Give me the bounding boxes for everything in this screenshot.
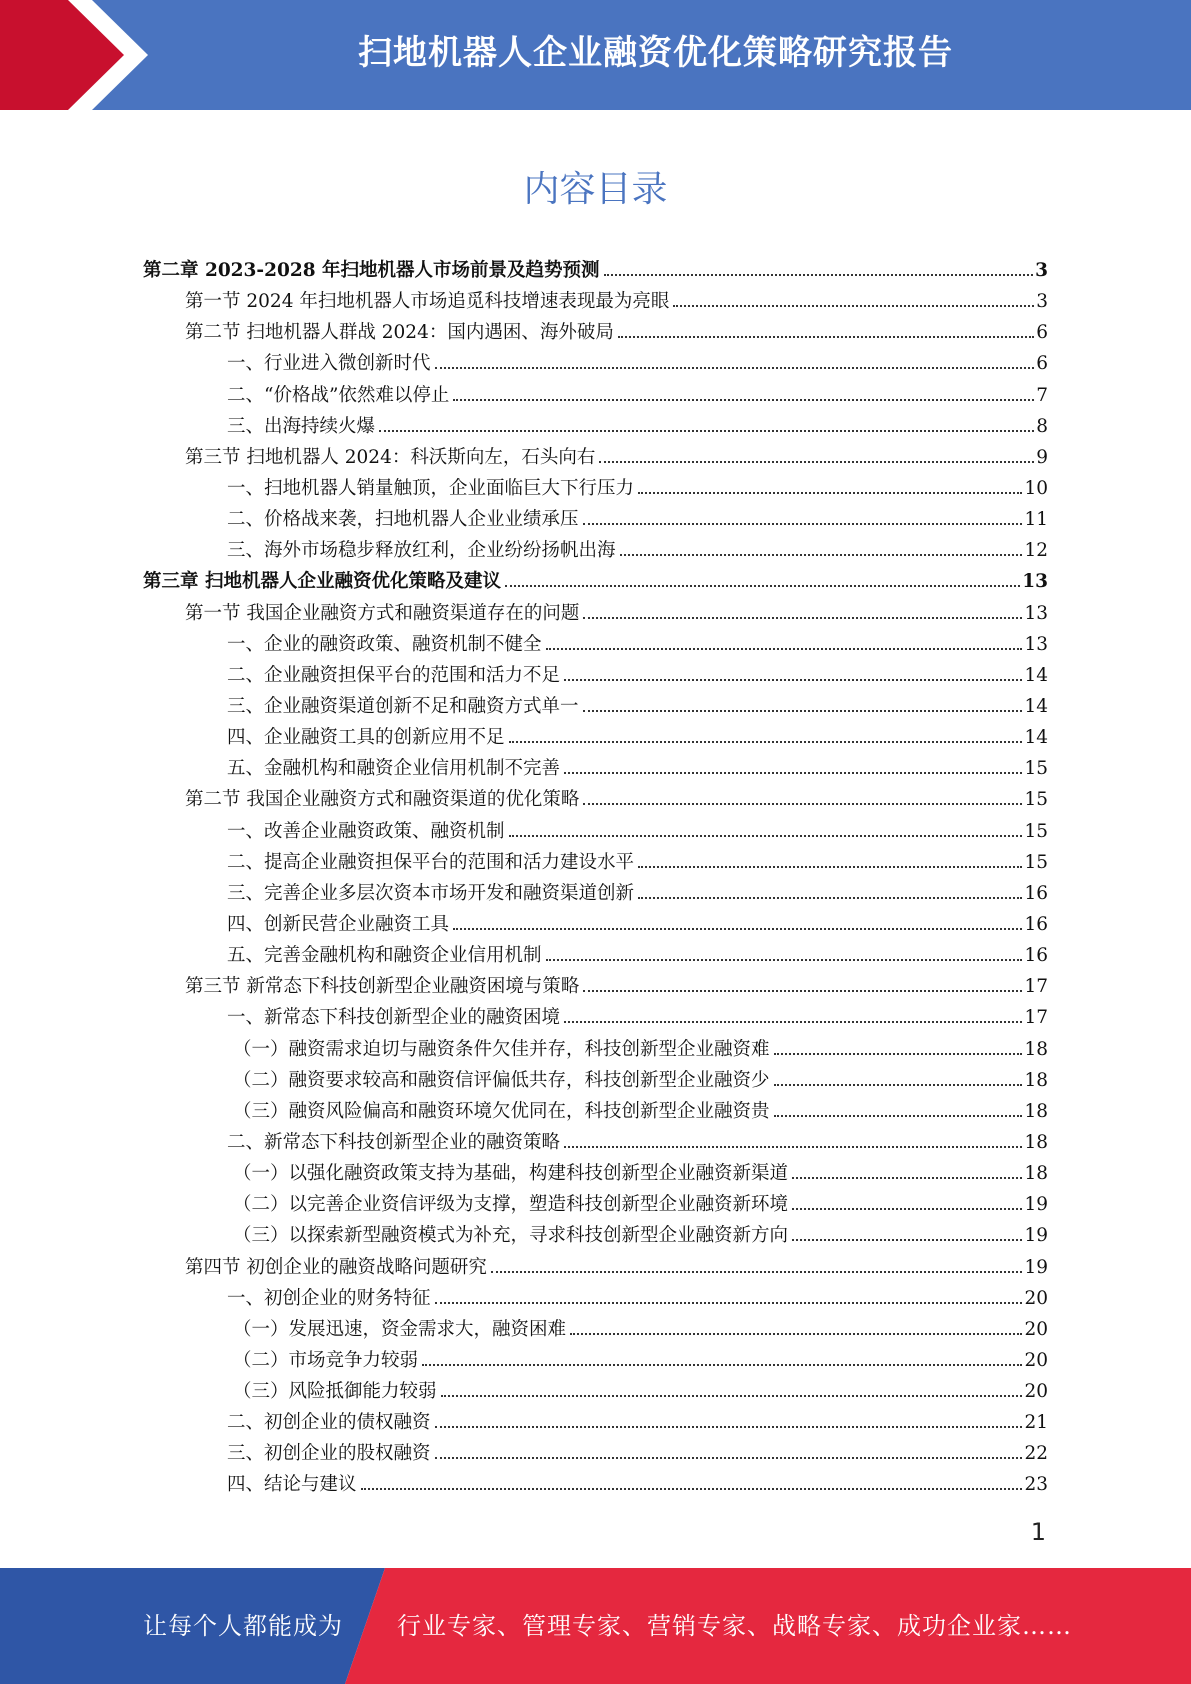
toc-dot-leader [435, 1302, 1023, 1304]
toc-entry-title: 五、完善金融机构和融资企业信用机制 [227, 945, 542, 967]
toc-dot-leader [564, 1146, 1022, 1148]
toc-entry-page-number: 3 [1035, 260, 1048, 281]
toc-entry-title: 三、海外市场稳步释放红利，企业纷纷扬帆出海 [227, 540, 616, 562]
toc-section-entry[interactable] [143, 317, 1048, 348]
toc-entry-page-number: 17 [1024, 1007, 1048, 1029]
toc-entry-title: （二）以完善企业资信评级为支撑，塑造科技创新型企业融资新环境 [233, 1194, 789, 1216]
toc-dot-leader [379, 430, 1034, 432]
toc-entry-page-number: 19 [1024, 1225, 1048, 1247]
toc-subsection-entry[interactable] [143, 753, 1048, 784]
toc-entry-title: 四、企业融资工具的创新应用不足 [227, 727, 505, 749]
toc-entry-page-number: 3 [1036, 291, 1048, 313]
toc-entry-title: 二、企业融资担保平台的范围和活力不足 [227, 664, 561, 686]
toc-dot-leader [583, 617, 1022, 619]
toc-entry-page-number: 12 [1024, 540, 1048, 562]
page-footer [0, 1568, 1191, 1684]
toc-dot-leader [564, 679, 1022, 681]
toc-dot-leader [673, 305, 1034, 307]
toc-subsection-entry[interactable] [143, 380, 1048, 411]
toc-subsection-entry[interactable] [143, 411, 1048, 442]
toc-section-entry[interactable] [143, 971, 1048, 1002]
toc-subsection-entry[interactable] [143, 1034, 1048, 1065]
toc-dot-leader [583, 710, 1023, 712]
toc-subsection-entry[interactable] [143, 722, 1048, 753]
toc-subsection-entry[interactable] [143, 878, 1048, 909]
toc-entry-page-number: 18 [1024, 1163, 1048, 1185]
toc-entry-page-number: 9 [1036, 446, 1048, 468]
toc-entry-title: 一、行业进入微创新时代 [227, 353, 431, 375]
toc-dot-leader [435, 1426, 1023, 1428]
toc-subsection-entry[interactable] [143, 847, 1048, 878]
footer-slogan-left: 让每个人都能成为 [143, 1612, 343, 1640]
footer-slogan-right: 行业专家、管理专家、营销专家、战略专家、成功企业家…… [397, 1612, 1072, 1640]
toc-dot-leader [638, 492, 1022, 494]
toc-entry-page-number: 18 [1024, 1069, 1048, 1091]
toc-chapter-entry[interactable] [143, 566, 1048, 597]
toc-dot-leader [564, 772, 1022, 774]
toc-dot-leader [505, 585, 1020, 587]
toc-subsection-entry[interactable] [143, 1096, 1048, 1127]
toc-entry-page-number: 8 [1036, 415, 1048, 437]
toc-entry-title: 一、企业的融资政策、融资机制不健全 [227, 633, 542, 655]
table-of-contents [143, 255, 1048, 1501]
toc-entry-title: 第三节 扫地机器人 2024：科沃斯向左，石头向右 [185, 446, 596, 468]
toc-dot-leader [792, 1239, 1022, 1241]
toc-subsection-entry[interactable] [143, 1158, 1048, 1189]
toc-entry-page-number: 15 [1024, 851, 1048, 873]
toc-dot-leader [453, 928, 1022, 930]
toc-dot-leader [546, 648, 1023, 650]
toc-dot-leader [509, 835, 1023, 837]
toc-dot-leader [361, 1488, 1023, 1490]
toc-dot-leader [774, 1053, 1023, 1055]
toc-entry-title: 二、初创企业的债权融资 [227, 1412, 431, 1434]
toc-entry-title: 第二节 我国企业融资方式和融资渠道的优化策略 [185, 789, 580, 811]
toc-entry-page-number: 19 [1024, 1194, 1048, 1216]
report-title: 扫地机器人企业融资优化策略研究报告 [358, 33, 953, 73]
toc-entry-title: 第三章 扫地机器人企业融资优化策略及建议 [143, 571, 501, 593]
toc-entry-page-number: 11 [1024, 509, 1048, 531]
toc-subsection-entry[interactable] [143, 504, 1048, 535]
toc-dot-leader [441, 1395, 1023, 1397]
toc-entry-title: 四、结论与建议 [227, 1474, 357, 1496]
page-header [0, 0, 1191, 110]
toc-entry-title: （三）以探索新型融资模式为补充，寻求科技创新型企业融资新方向 [233, 1225, 789, 1247]
toc-entry-page-number: 22 [1024, 1443, 1048, 1465]
toc-subsection-entry[interactable] [143, 1002, 1048, 1033]
toc-entry-page-number: 20 [1024, 1318, 1048, 1340]
toc-entry-title: （一）发展迅速，资金需求大，融资困难 [233, 1318, 567, 1340]
toc-entry-page-number: 16 [1024, 882, 1048, 904]
toc-subsection-entry[interactable] [143, 1220, 1048, 1251]
toc-entry-page-number: 18 [1024, 1038, 1048, 1060]
toc-dot-leader [583, 523, 1023, 525]
toc-entry-title: （三）融资风险偏高和融资环境欠优同在，科技创新型企业融资贵 [233, 1100, 770, 1122]
toc-dot-leader [792, 1177, 1022, 1179]
toc-entry-title: 第四节 初创企业的融资战略问题研究 [185, 1256, 487, 1278]
toc-entry-page-number: 18 [1024, 1100, 1048, 1122]
toc-dot-leader [583, 990, 1022, 992]
toc-dot-leader [638, 897, 1022, 899]
toc-subsection-entry[interactable] [143, 1376, 1048, 1407]
toc-entry-title: 一、新常态下科技创新型企业的融资困境 [227, 1007, 561, 1029]
toc-entry-page-number: 14 [1024, 727, 1048, 749]
toc-entry-page-number: 16 [1024, 913, 1048, 935]
toc-subsection-entry[interactable] [143, 1283, 1048, 1314]
toc-subsection-entry[interactable] [143, 1127, 1048, 1158]
toc-section-entry[interactable] [143, 598, 1048, 629]
toc-entry-page-number: 20 [1024, 1287, 1048, 1309]
toc-entry-title: （一）融资需求迫切与融资条件欠佳并存，科技创新型企业融资难 [233, 1038, 770, 1060]
toc-entry-page-number: 20 [1024, 1349, 1048, 1371]
toc-entry-page-number: 6 [1036, 353, 1048, 375]
toc-dot-leader [435, 367, 1035, 369]
toc-section-entry[interactable] [143, 1252, 1048, 1283]
toc-entry-title: 二、新常态下科技创新型企业的融资策略 [227, 1131, 561, 1153]
toc-entry-title: 第三节 新常态下科技创新型企业融资困境与策略 [185, 976, 580, 998]
toc-entry-page-number: 21 [1024, 1412, 1048, 1434]
toc-entry-title: 三、初创企业的股权融资 [227, 1443, 431, 1465]
toc-entry-page-number: 23 [1024, 1474, 1048, 1496]
toc-entry-title: 三、出海持续火爆 [227, 415, 376, 437]
toc-dot-leader [774, 1115, 1023, 1117]
toc-entry-title: 二、提高企业融资担保平台的范围和活力建设水平 [227, 851, 635, 873]
toc-subsection-entry[interactable] [143, 348, 1048, 379]
toc-entry-title: 第一节 我国企业融资方式和融资渠道存在的问题 [185, 602, 580, 624]
toc-entry-title: 一、初创企业的财务特征 [227, 1287, 431, 1309]
toc-dot-leader [435, 1457, 1023, 1459]
toc-entry-page-number: 19 [1024, 1256, 1048, 1278]
toc-dot-leader [422, 1364, 1022, 1366]
toc-dot-leader [599, 461, 1034, 463]
toc-entry-title: 二、价格战来袭，扫地机器人企业业绩承压 [227, 509, 579, 531]
toc-entry-title: （二）市场竞争力较弱 [233, 1349, 419, 1371]
toc-dot-leader [792, 1208, 1022, 1210]
toc-subsection-entry[interactable] [143, 816, 1048, 847]
toc-subsection-entry[interactable] [143, 691, 1048, 722]
toc-subsection-entry[interactable] [143, 1189, 1048, 1220]
toc-entry-title: 三、企业融资渠道创新不足和融资方式单一 [227, 695, 579, 717]
toc-entry-page-number: 14 [1024, 664, 1048, 686]
toc-entry-page-number: 16 [1024, 945, 1048, 967]
toc-subsection-entry[interactable] [143, 660, 1048, 691]
toc-entry-page-number: 20 [1024, 1381, 1048, 1403]
toc-dot-leader [638, 866, 1022, 868]
toc-dot-leader [564, 1021, 1022, 1023]
toc-entry-title: 三、完善企业多层次资本市场开发和融资渠道创新 [227, 882, 635, 904]
toc-entry-page-number: 7 [1036, 384, 1048, 406]
toc-chapter-entry[interactable] [143, 255, 1048, 286]
toc-dot-leader [509, 741, 1023, 743]
toc-subsection-entry[interactable] [143, 1065, 1048, 1096]
toc-entry-page-number: 17 [1024, 976, 1048, 998]
toc-dot-leader [618, 336, 1034, 338]
toc-entry-page-number: 15 [1024, 820, 1048, 842]
toc-subsection-entry[interactable] [143, 940, 1048, 971]
toc-entry-page-number: 15 [1024, 789, 1048, 811]
toc-subsection-entry[interactable] [143, 1469, 1048, 1500]
toc-subsection-entry[interactable] [143, 473, 1048, 504]
toc-subsection-entry[interactable] [143, 535, 1048, 566]
toc-subsection-entry[interactable] [143, 909, 1048, 940]
toc-entry-page-number: 13 [1024, 602, 1048, 624]
toc-entry-title: 第二章 2023-2028 年扫地机器人市场前景及趋势预测 [143, 260, 600, 281]
toc-dot-leader [491, 1271, 1023, 1273]
toc-entry-page-number: 13 [1022, 571, 1048, 593]
toc-subsection-entry[interactable] [143, 1438, 1048, 1469]
toc-entry-page-number: 10 [1024, 477, 1048, 499]
toc-entry-page-number: 13 [1024, 633, 1048, 655]
toc-entry-title: （一）以强化融资政策支持为基础，构建科技创新型企业融资新渠道 [233, 1163, 789, 1185]
toc-subsection-entry[interactable] [143, 1407, 1048, 1438]
toc-subsection-entry[interactable] [143, 1345, 1048, 1376]
toc-dot-leader [774, 1084, 1023, 1086]
toc-subsection-entry[interactable] [143, 629, 1048, 660]
toc-entry-page-number: 15 [1024, 758, 1048, 780]
toc-section-entry[interactable] [143, 286, 1048, 317]
toc-dot-leader [604, 274, 1034, 276]
toc-entry-title: （三）风险抵御能力较弱 [233, 1381, 437, 1403]
toc-section-entry[interactable] [143, 442, 1048, 473]
toc-entry-title: 一、扫地机器人销量触顶，企业面临巨大下行压力 [227, 477, 635, 499]
toc-entry-page-number: 18 [1024, 1131, 1048, 1153]
toc-dot-leader [570, 1333, 1022, 1335]
toc-dot-leader [453, 399, 1034, 401]
toc-heading: 内容目录 [523, 169, 668, 210]
toc-entry-page-number: 6 [1036, 322, 1048, 344]
toc-entry-title: 五、金融机构和融资企业信用机制不完善 [227, 758, 561, 780]
toc-entry-title: 四、创新民营企业融资工具 [227, 913, 450, 935]
toc-dot-leader [583, 803, 1022, 805]
page-number: 1 [1030, 1518, 1046, 1546]
toc-entry-title: 二、“价格战”依然难以停止 [227, 384, 450, 406]
toc-dot-leader [546, 959, 1023, 961]
toc-entry-title: （二）融资要求较高和融资信评偏低共存，科技创新型企业融资少 [233, 1069, 770, 1091]
toc-entry-title: 第一节 2024 年扫地机器人市场追觅科技增速表现最为亮眼 [185, 291, 670, 313]
header-chevron-decoration [0, 0, 170, 110]
toc-subsection-entry[interactable] [143, 1314, 1048, 1345]
toc-entry-title: 第二节 扫地机器人群战 2024：国内遇困、海外破局 [185, 322, 614, 344]
toc-entry-title: 一、改善企业融资政策、融资机制 [227, 820, 505, 842]
toc-entry-page-number: 14 [1024, 695, 1048, 717]
toc-dot-leader [620, 554, 1023, 556]
toc-section-entry[interactable] [143, 784, 1048, 815]
